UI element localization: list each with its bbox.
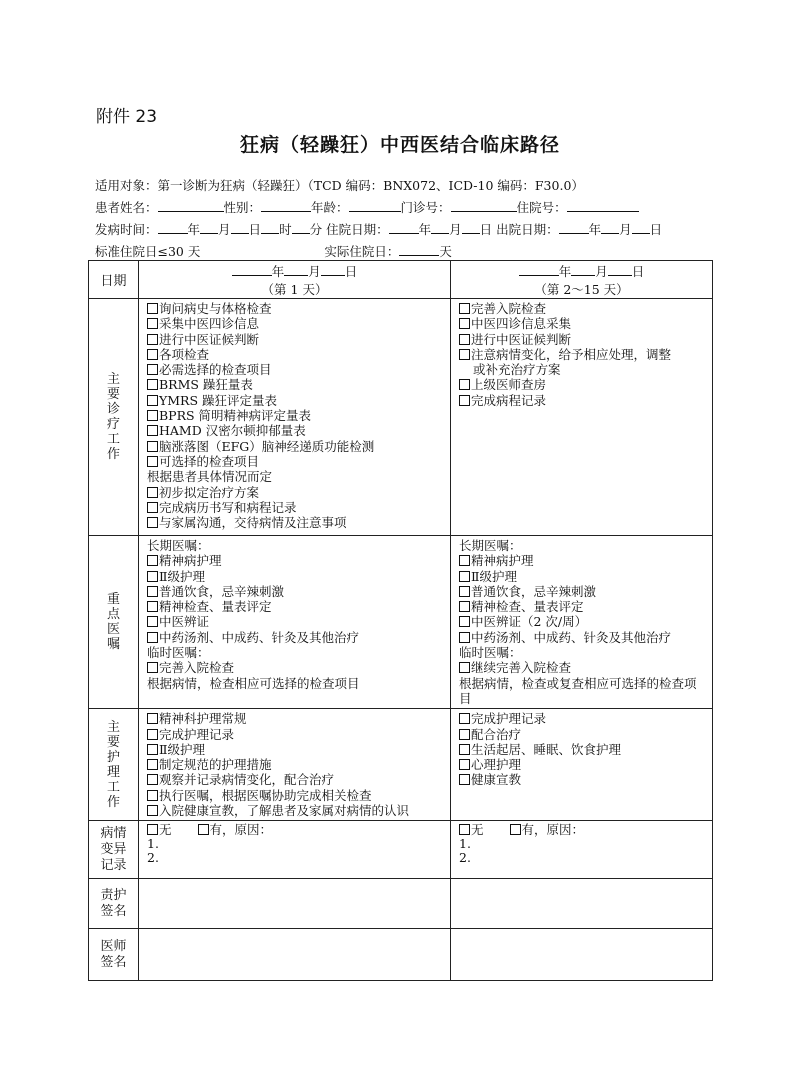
main-diagnosis-day2-15-item-text: 完善入院检查 bbox=[471, 301, 547, 316]
main-diagnosis-day2-15-checkbox[interactable] bbox=[459, 318, 470, 329]
main-diagnosis-day1-item-text: 各项检查 bbox=[159, 346, 210, 362]
admit-date-label: 住院日期： bbox=[326, 222, 389, 237]
row-label-part: 作 bbox=[106, 447, 120, 462]
nursing-work-day1-checkbox[interactable] bbox=[147, 790, 158, 801]
key-orders-day1-item bbox=[147, 538, 446, 553]
main-diagnosis-day1-item-text: 必需选择的检查项目 bbox=[159, 362, 272, 378]
main-diagnosis-day2-15-checkbox[interactable] bbox=[459, 395, 470, 406]
key-orders-day2-15-item-text: 普通饮食，忌辛辣刺激 bbox=[471, 583, 597, 599]
key-orders-day1-item bbox=[147, 676, 446, 691]
row-label-part: 医师 bbox=[100, 938, 127, 954]
discharge-month-field[interactable] bbox=[601, 221, 619, 234]
applicable-subject: 适用对象：第一诊断为狂病（轻躁狂）（TCD 编码：BNX072、ICD-10 编码：F30.0） bbox=[95, 178, 584, 193]
hour-unit: 时 bbox=[279, 222, 292, 237]
nursing-work-day2-15-item-text: 配合治疗 bbox=[471, 726, 522, 742]
key-orders-day2-15-cell bbox=[451, 536, 713, 709]
variation-yes-checkbox-day2-15[interactable] bbox=[510, 824, 521, 835]
row-label-part: 护 bbox=[106, 749, 120, 765]
day1-date-line bbox=[139, 261, 450, 280]
row-label-part: 责护 bbox=[100, 887, 127, 903]
main-diagnosis-day1-checkbox[interactable] bbox=[147, 395, 158, 406]
key-orders-day2-15-item bbox=[459, 599, 708, 614]
key-orders-day1-item-text: 临时医嘱： bbox=[147, 645, 210, 661]
nursing-work-day2-15-item-text: 心理护理 bbox=[471, 757, 522, 773]
dates-line bbox=[95, 220, 662, 238]
variation-row bbox=[89, 821, 713, 879]
month-unit: 月 bbox=[308, 264, 321, 279]
doctor-signature-label bbox=[100, 939, 126, 971]
key-orders-day2-15-checkbox[interactable] bbox=[459, 632, 470, 643]
main-diagnosis-day2-15-checkbox[interactable] bbox=[459, 334, 470, 345]
key-orders-day2-15-checkbox[interactable] bbox=[459, 586, 470, 597]
nursing-work-day2-15-checkbox[interactable] bbox=[459, 759, 470, 770]
key-orders-day1-item-text: 根据病情，检查相应可选择的检查项目 bbox=[147, 675, 360, 691]
main-diagnosis-day2-15-item bbox=[459, 362, 708, 377]
key-orders-day1-item bbox=[147, 584, 446, 599]
key-orders-day2-15-item bbox=[459, 584, 708, 599]
main-diagnosis-day1-item bbox=[147, 408, 446, 423]
onset-year-field[interactable] bbox=[158, 221, 188, 234]
day2-15-month-field[interactable] bbox=[571, 263, 595, 276]
main-diagnosis-day2-15-item bbox=[459, 393, 708, 408]
key-orders-day2-15-item bbox=[459, 614, 708, 629]
nurse-signature-day2-15[interactable] bbox=[451, 879, 713, 929]
key-orders-label bbox=[107, 592, 121, 652]
main-diagnosis-day2-15-item bbox=[459, 347, 708, 362]
main-diagnosis-day1-checkbox[interactable] bbox=[147, 410, 158, 421]
nursing-work-day1-item bbox=[147, 757, 446, 772]
variation-day2-15-cell bbox=[451, 821, 713, 879]
day-unit: 日 bbox=[248, 222, 262, 237]
main-diagnosis-day1-checkbox[interactable] bbox=[147, 456, 158, 467]
nursing-work-day2-15-checkbox[interactable] bbox=[459, 729, 470, 740]
row-label-part: 病情 bbox=[100, 825, 127, 841]
standard-stay: 标准住院日≤30 天 bbox=[95, 244, 201, 259]
main-diagnosis-day1-item-text: 询问病史与体格检查 bbox=[159, 301, 272, 316]
onset-hour-field[interactable] bbox=[261, 221, 279, 234]
age-label: 年龄： bbox=[311, 200, 349, 215]
key-orders-day2-15-item bbox=[459, 676, 708, 707]
key-orders-day1-checkbox[interactable] bbox=[147, 662, 158, 673]
row-label-part: 嘱 bbox=[106, 637, 120, 653]
key-orders-day2-15-item bbox=[459, 569, 708, 584]
main-diagnosis-day1-checkbox[interactable] bbox=[147, 303, 158, 314]
main-diagnosis-day2-15-item-text: 完成病程记录 bbox=[471, 392, 547, 408]
key-orders-day2-15-item bbox=[459, 660, 708, 675]
key-orders-day2-15-checkbox[interactable] bbox=[459, 616, 470, 627]
key-orders-day2-15-item bbox=[459, 630, 708, 645]
main-diagnosis-day1-item bbox=[147, 423, 446, 438]
key-orders-day1-checkbox[interactable] bbox=[147, 601, 158, 612]
discharge-date-label: 出院日期： bbox=[496, 222, 559, 237]
row-label-part: 要 bbox=[106, 734, 120, 750]
nursing-work-day2-15-item bbox=[459, 727, 708, 742]
key-orders-day1-item-text: 中药汤剂、中成药、针灸及其他治疗 bbox=[159, 629, 360, 645]
admit-day-field[interactable] bbox=[462, 221, 480, 234]
main-diagnosis-day1-item-text: 采集中医四诊信息 bbox=[159, 316, 260, 332]
main-diagnosis-day2-15-item-text: 进行中医证候判断 bbox=[471, 331, 572, 347]
variation-none-label: 无 bbox=[471, 822, 484, 838]
key-orders-day1-item-text: 精神检查、量表评定 bbox=[159, 599, 272, 615]
key-orders-day1-item bbox=[147, 660, 446, 675]
nursing-work-day2-15-item-text: 生活起居、睡眠、饮食护理 bbox=[471, 741, 622, 757]
nursing-work-day1-item-text: 入院健康宣教，了解患者及家属对病情的认识 bbox=[159, 803, 410, 819]
month-unit: 月 bbox=[218, 222, 231, 237]
year-unit: 年 bbox=[588, 222, 602, 237]
key-orders-day1-checkbox[interactable] bbox=[147, 586, 158, 597]
row-label-part: 记录 bbox=[100, 857, 127, 873]
key-orders-label-cell bbox=[89, 536, 139, 709]
key-orders-day2-15-item-text: 根据病情，检查或复查相应可选择的检查项目 bbox=[459, 675, 697, 706]
main-diagnosis-day1-item-text: BRMS 躁狂量表 bbox=[159, 377, 253, 393]
nursing-work-day1-item bbox=[147, 803, 446, 818]
main-diagnosis-day1-item bbox=[147, 332, 446, 347]
key-orders-day2-15-item-text: 长期医嘱： bbox=[459, 538, 522, 553]
nursing-work-day2-15-item bbox=[459, 742, 708, 757]
onset-label: 发病时间： bbox=[95, 222, 158, 237]
nurse-signature-label bbox=[100, 888, 126, 920]
nursing-work-day1-item bbox=[147, 727, 446, 742]
key-orders-day1-item-text: Ⅱ级护理 bbox=[159, 568, 205, 584]
day-unit: 日 bbox=[344, 264, 358, 279]
key-orders-day2-15-item-text: 继续完善入院检查 bbox=[471, 660, 572, 676]
key-orders-day1-item-text: 精神病护理 bbox=[159, 553, 222, 569]
main-diagnosis-day2-15-item-text: 注意病情变化，给予相应处理，调整 bbox=[471, 346, 672, 362]
variation-item-2[interactable]: 2. bbox=[147, 850, 159, 866]
key-orders-day2-15-item-text: 中医辨证（2 次/周） bbox=[471, 614, 588, 630]
nursing-work-day1-item-text: Ⅱ级护理 bbox=[159, 741, 205, 757]
row-label-part: 理 bbox=[106, 764, 120, 780]
key-orders-day2-15-checkbox[interactable] bbox=[459, 601, 470, 612]
row-label-part: 作 bbox=[106, 794, 120, 810]
gender-field[interactable] bbox=[261, 199, 311, 212]
variation-yes-label: 有，原因： bbox=[209, 822, 273, 838]
main-diagnosis-day1-item bbox=[147, 485, 446, 500]
appendix-number: 附件 23 bbox=[96, 107, 158, 127]
minute-unit: 分 bbox=[309, 222, 323, 237]
nursing-work-day1-item-text: 精神科护理常规 bbox=[159, 711, 247, 727]
key-orders-day2-15-item-text: 精神病护理 bbox=[471, 553, 534, 569]
day2-15-date-cell bbox=[451, 261, 713, 299]
main-diagnosis-day1-item bbox=[147, 362, 446, 377]
day1-subtitle: （第 1 天） bbox=[261, 282, 328, 297]
clinical-pathway-table bbox=[88, 260, 713, 981]
nursing-work-day1-checkbox[interactable] bbox=[147, 805, 158, 816]
discharge-year-field[interactable] bbox=[559, 221, 589, 234]
key-orders-day2-15-item bbox=[459, 553, 708, 568]
date-label-cell bbox=[89, 261, 139, 299]
variation-item-1[interactable]: 1. bbox=[459, 836, 471, 852]
nursing-work-day2-15-checkbox[interactable] bbox=[459, 744, 470, 755]
nursing-work-day1-checkbox[interactable] bbox=[147, 729, 158, 740]
nursing-work-day1-checkbox[interactable] bbox=[147, 774, 158, 785]
main-diagnosis-day1-item-text: HAMD 汉密尔顿抑郁量表 bbox=[159, 423, 306, 439]
onset-minute-field[interactable] bbox=[292, 221, 310, 234]
inpatient-number-field[interactable] bbox=[567, 199, 639, 212]
main-diagnosis-day2-15-item-text: 或补充治疗方案 bbox=[473, 362, 561, 378]
date-label: 日期 bbox=[100, 274, 127, 289]
variation-day1-cell bbox=[139, 821, 451, 879]
doctor-signature-row bbox=[89, 929, 713, 981]
key-orders-day1-item bbox=[147, 630, 446, 645]
name-field[interactable] bbox=[158, 199, 224, 212]
day2-15-year-field[interactable] bbox=[519, 263, 559, 276]
key-orders-day1-checkbox[interactable] bbox=[147, 616, 158, 627]
variation-label-cell bbox=[89, 821, 139, 879]
main-diagnosis-day1-checkbox[interactable] bbox=[147, 379, 158, 390]
key-orders-day2-15-item-text: Ⅱ级护理 bbox=[471, 568, 517, 584]
main-diagnosis-day1-checkbox[interactable] bbox=[147, 502, 158, 513]
main-diagnosis-day1-item bbox=[147, 347, 446, 362]
variation-none-checkbox-day2-15[interactable] bbox=[459, 824, 470, 835]
nursing-work-day1-item-text: 制定规范的护理措施 bbox=[159, 757, 272, 773]
row-label-part: 工 bbox=[106, 432, 120, 447]
nursing-work-day2-15-item bbox=[459, 772, 708, 787]
actual-stay-field[interactable] bbox=[399, 243, 439, 256]
main-diagnosis-day2-15-checkbox[interactable] bbox=[459, 379, 470, 390]
nurse-signature-label-cell bbox=[89, 879, 139, 929]
row-label-part: 点 bbox=[106, 607, 120, 623]
main-diagnosis-day2-15-item bbox=[459, 332, 708, 347]
key-orders-day1-checkbox[interactable] bbox=[147, 555, 158, 566]
nursing-work-day1-item bbox=[147, 788, 446, 803]
key-orders-day2-15-item-text: 临时医嘱： bbox=[459, 645, 522, 661]
name-label: 患者姓名： bbox=[95, 200, 158, 215]
doctor-signature-day1[interactable] bbox=[139, 929, 451, 981]
nursing-work-day2-15-item bbox=[459, 757, 708, 772]
nursing-work-day1-item bbox=[147, 742, 446, 757]
main-diagnosis-day1-item bbox=[147, 377, 446, 392]
row-label-part: 主 bbox=[106, 719, 120, 735]
day2-15-date-line bbox=[451, 261, 712, 280]
admit-month-field[interactable] bbox=[431, 221, 449, 234]
nursing-work-day1-checkbox[interactable] bbox=[147, 759, 158, 770]
main-diagnosis-day1-item-text: 根据患者具体情况而定 bbox=[147, 469, 273, 485]
main-diagnosis-day1-item-text: 完成病历书写和病程记录 bbox=[159, 499, 297, 515]
main-diagnosis-day1-item-text: 初步拟定治疗方案 bbox=[159, 484, 260, 500]
row-label-part: 工 bbox=[106, 779, 120, 795]
row-label-part: 要 bbox=[106, 387, 120, 402]
month-unit: 月 bbox=[449, 222, 462, 237]
day2-15-subtitle: （第 2～15 天） bbox=[534, 282, 629, 297]
main-diagnosis-day2-15-cell bbox=[451, 299, 713, 536]
key-orders-day1-item bbox=[147, 569, 446, 584]
main-diagnosis-label-cell bbox=[89, 299, 139, 536]
row-label-part: 重 bbox=[106, 592, 120, 608]
variation-yes-label: 有，原因： bbox=[521, 822, 585, 838]
main-diagnosis-day1-item-text: 与家属沟通，交待病情及注意事项 bbox=[159, 515, 347, 531]
main-diagnosis-row bbox=[89, 299, 713, 536]
patient-info-line bbox=[95, 198, 639, 216]
nursing-work-label-cell bbox=[89, 709, 139, 821]
main-diagnosis-day1-item-text: 进行中医证候判断 bbox=[159, 331, 260, 347]
nursing-work-day1-item bbox=[147, 772, 446, 787]
row-label-part: 变异 bbox=[100, 841, 127, 857]
row-label-part: 医 bbox=[106, 622, 120, 638]
key-orders-day1-item-text: 长期医嘱： bbox=[147, 538, 210, 553]
gender-label: 性别： bbox=[223, 200, 262, 215]
doctor-signature-label-cell bbox=[89, 929, 139, 981]
main-diagnosis-day1-item bbox=[147, 515, 446, 530]
main-diagnosis-day1-item bbox=[147, 316, 446, 331]
key-orders-day1-item bbox=[147, 553, 446, 568]
stay-line bbox=[95, 242, 452, 260]
main-diagnosis-day1-item bbox=[147, 439, 446, 454]
day1-day-field[interactable] bbox=[321, 263, 345, 276]
main-diagnosis-day1-item-text: 脑涨落图（EFG）脑神经递质功能检测 bbox=[159, 438, 375, 454]
main-diagnosis-day2-15-checkbox[interactable] bbox=[459, 303, 470, 314]
day1-month-field[interactable] bbox=[284, 263, 308, 276]
nursing-work-day1-item-text: 执行医嘱，根据医嘱协助完成相关检查 bbox=[159, 787, 372, 803]
day-unit: 日 bbox=[631, 264, 645, 279]
variation-none-checkbox-day1[interactable] bbox=[147, 824, 158, 835]
nursing-work-label bbox=[107, 720, 121, 810]
clinic-number-field[interactable] bbox=[451, 199, 517, 212]
main-diagnosis-day1-checkbox[interactable] bbox=[147, 349, 158, 360]
nursing-work-day1-checkbox[interactable] bbox=[147, 713, 158, 724]
year-unit: 年 bbox=[558, 264, 572, 279]
main-diagnosis-day2-15-item-text: 中医四诊信息采集 bbox=[471, 316, 572, 332]
date-row bbox=[89, 261, 713, 299]
key-orders-day1-item-text: 完善入院检查 bbox=[159, 660, 235, 676]
main-diagnosis-day1-checkbox[interactable] bbox=[147, 441, 158, 452]
variation-item-1[interactable]: 1. bbox=[147, 836, 159, 852]
clinic-number-label: 门诊号： bbox=[400, 200, 451, 215]
main-diagnosis-day1-item bbox=[147, 393, 446, 408]
variation-item-2[interactable]: 2. bbox=[459, 850, 471, 866]
year-unit: 年 bbox=[418, 222, 432, 237]
month-unit: 月 bbox=[595, 264, 608, 279]
nursing-work-day1-item-text: 观察并记录病情变化，配合治疗 bbox=[159, 772, 335, 788]
key-orders-day2-15-checkbox[interactable] bbox=[459, 662, 470, 673]
day1-date-cell bbox=[139, 261, 451, 299]
main-diagnosis-day1-cell bbox=[139, 299, 451, 536]
admit-year-field[interactable] bbox=[389, 221, 419, 234]
main-diagnosis-day2-15-item bbox=[459, 301, 708, 316]
row-label-part: 签名 bbox=[100, 954, 127, 970]
main-diagnosis-day1-item bbox=[147, 469, 446, 484]
row-label-part: 疗 bbox=[106, 417, 120, 432]
row-label-part: 签名 bbox=[100, 903, 127, 919]
discharge-day-field[interactable] bbox=[632, 221, 650, 234]
key-orders-day1-item bbox=[147, 599, 446, 614]
main-diagnosis-label bbox=[107, 372, 121, 462]
key-orders-day2-15-item bbox=[459, 645, 708, 660]
key-orders-day2-15-item bbox=[459, 538, 708, 553]
nursing-work-day2-15-checkbox[interactable] bbox=[459, 774, 470, 785]
main-diagnosis-day2-15-item bbox=[459, 377, 708, 392]
actual-stay-unit: 天 bbox=[439, 244, 452, 259]
doctor-signature-day2-15[interactable] bbox=[451, 929, 713, 981]
key-orders-day1-item-text: 中医辨证 bbox=[159, 614, 210, 630]
key-orders-day1-checkbox[interactable] bbox=[147, 571, 158, 582]
key-orders-day1-item bbox=[147, 614, 446, 629]
nursing-work-day1-item bbox=[147, 711, 446, 726]
onset-day-field[interactable] bbox=[231, 221, 249, 234]
key-orders-day1-cell bbox=[139, 536, 451, 709]
day-unit: 日 bbox=[479, 222, 493, 237]
nursing-work-row bbox=[89, 709, 713, 821]
nursing-work-day2-15-item-text: 完成护理记录 bbox=[471, 711, 547, 727]
nursing-work-day2-15-checkbox[interactable] bbox=[459, 713, 470, 724]
month-unit: 月 bbox=[619, 222, 632, 237]
main-diagnosis-day2-15-checkbox[interactable] bbox=[459, 349, 470, 360]
main-diagnosis-day2-15-item-text: 上级医师查房 bbox=[471, 377, 547, 393]
variation-none-label: 无 bbox=[159, 822, 172, 838]
main-diagnosis-day1-checkbox[interactable] bbox=[147, 425, 158, 436]
nursing-work-day1-item-text: 完成护理记录 bbox=[159, 726, 235, 742]
nursing-work-day2-15-cell bbox=[451, 709, 713, 821]
main-diagnosis-day1-checkbox[interactable] bbox=[147, 517, 158, 528]
year-unit: 年 bbox=[187, 222, 201, 237]
page-title: 狂病（轻躁狂）中西医结合临床路径 bbox=[239, 134, 560, 156]
main-diagnosis-day1-item bbox=[147, 500, 446, 515]
key-orders-day2-15-item-text: 精神检查、量表评定 bbox=[471, 599, 584, 615]
key-orders-row bbox=[89, 536, 713, 709]
age-field[interactable] bbox=[349, 199, 401, 212]
row-label-part: 主 bbox=[106, 372, 120, 387]
main-diagnosis-day1-checkbox[interactable] bbox=[147, 487, 158, 498]
day1-year-field[interactable] bbox=[232, 263, 272, 276]
key-orders-day2-15-item-text: 中药汤剂、中成药、针灸及其他治疗 bbox=[471, 629, 672, 645]
key-orders-day1-item bbox=[147, 645, 446, 660]
key-orders-day1-item-text: 普通饮食，忌辛辣刺激 bbox=[159, 583, 285, 599]
main-diagnosis-day1-checkbox[interactable] bbox=[147, 364, 158, 375]
main-diagnosis-day2-15-item bbox=[459, 316, 708, 331]
nursing-work-day1-cell bbox=[139, 709, 451, 821]
nursing-work-day2-15-item-text: 健康宣教 bbox=[471, 772, 522, 788]
main-diagnosis-day1-item-text: YMRS 躁狂评定量表 bbox=[159, 392, 277, 408]
variation-yes-checkbox-day1[interactable] bbox=[198, 824, 209, 835]
actual-stay-label: 实际住院日： bbox=[324, 244, 400, 259]
inpatient-number-label: 住院号： bbox=[516, 200, 567, 215]
day2-15-day-field[interactable] bbox=[608, 263, 632, 276]
main-diagnosis-day1-checkbox[interactable] bbox=[147, 318, 158, 329]
main-diagnosis-day1-checkbox[interactable] bbox=[147, 334, 158, 345]
year-unit: 年 bbox=[271, 264, 285, 279]
key-orders-day2-15-checkbox[interactable] bbox=[459, 571, 470, 582]
day-unit: 日 bbox=[649, 222, 663, 237]
nursing-work-day2-15-item bbox=[459, 711, 708, 726]
main-diagnosis-day1-item-text: BPRS 简明精神病评定量表 bbox=[159, 408, 312, 424]
nursing-work-day1-checkbox[interactable] bbox=[147, 744, 158, 755]
key-orders-day2-15-checkbox[interactable] bbox=[459, 555, 470, 566]
onset-month-field[interactable] bbox=[200, 221, 218, 234]
nurse-signature-row bbox=[89, 879, 713, 929]
main-diagnosis-day1-item-text: 可选择的检查项目 bbox=[159, 453, 260, 469]
nurse-signature-day1[interactable] bbox=[139, 879, 451, 929]
main-diagnosis-day1-item bbox=[147, 454, 446, 469]
row-label-part: 诊 bbox=[106, 402, 120, 417]
main-diagnosis-day1-item bbox=[147, 301, 446, 316]
key-orders-day1-checkbox[interactable] bbox=[147, 632, 158, 643]
variation-label bbox=[100, 826, 126, 874]
